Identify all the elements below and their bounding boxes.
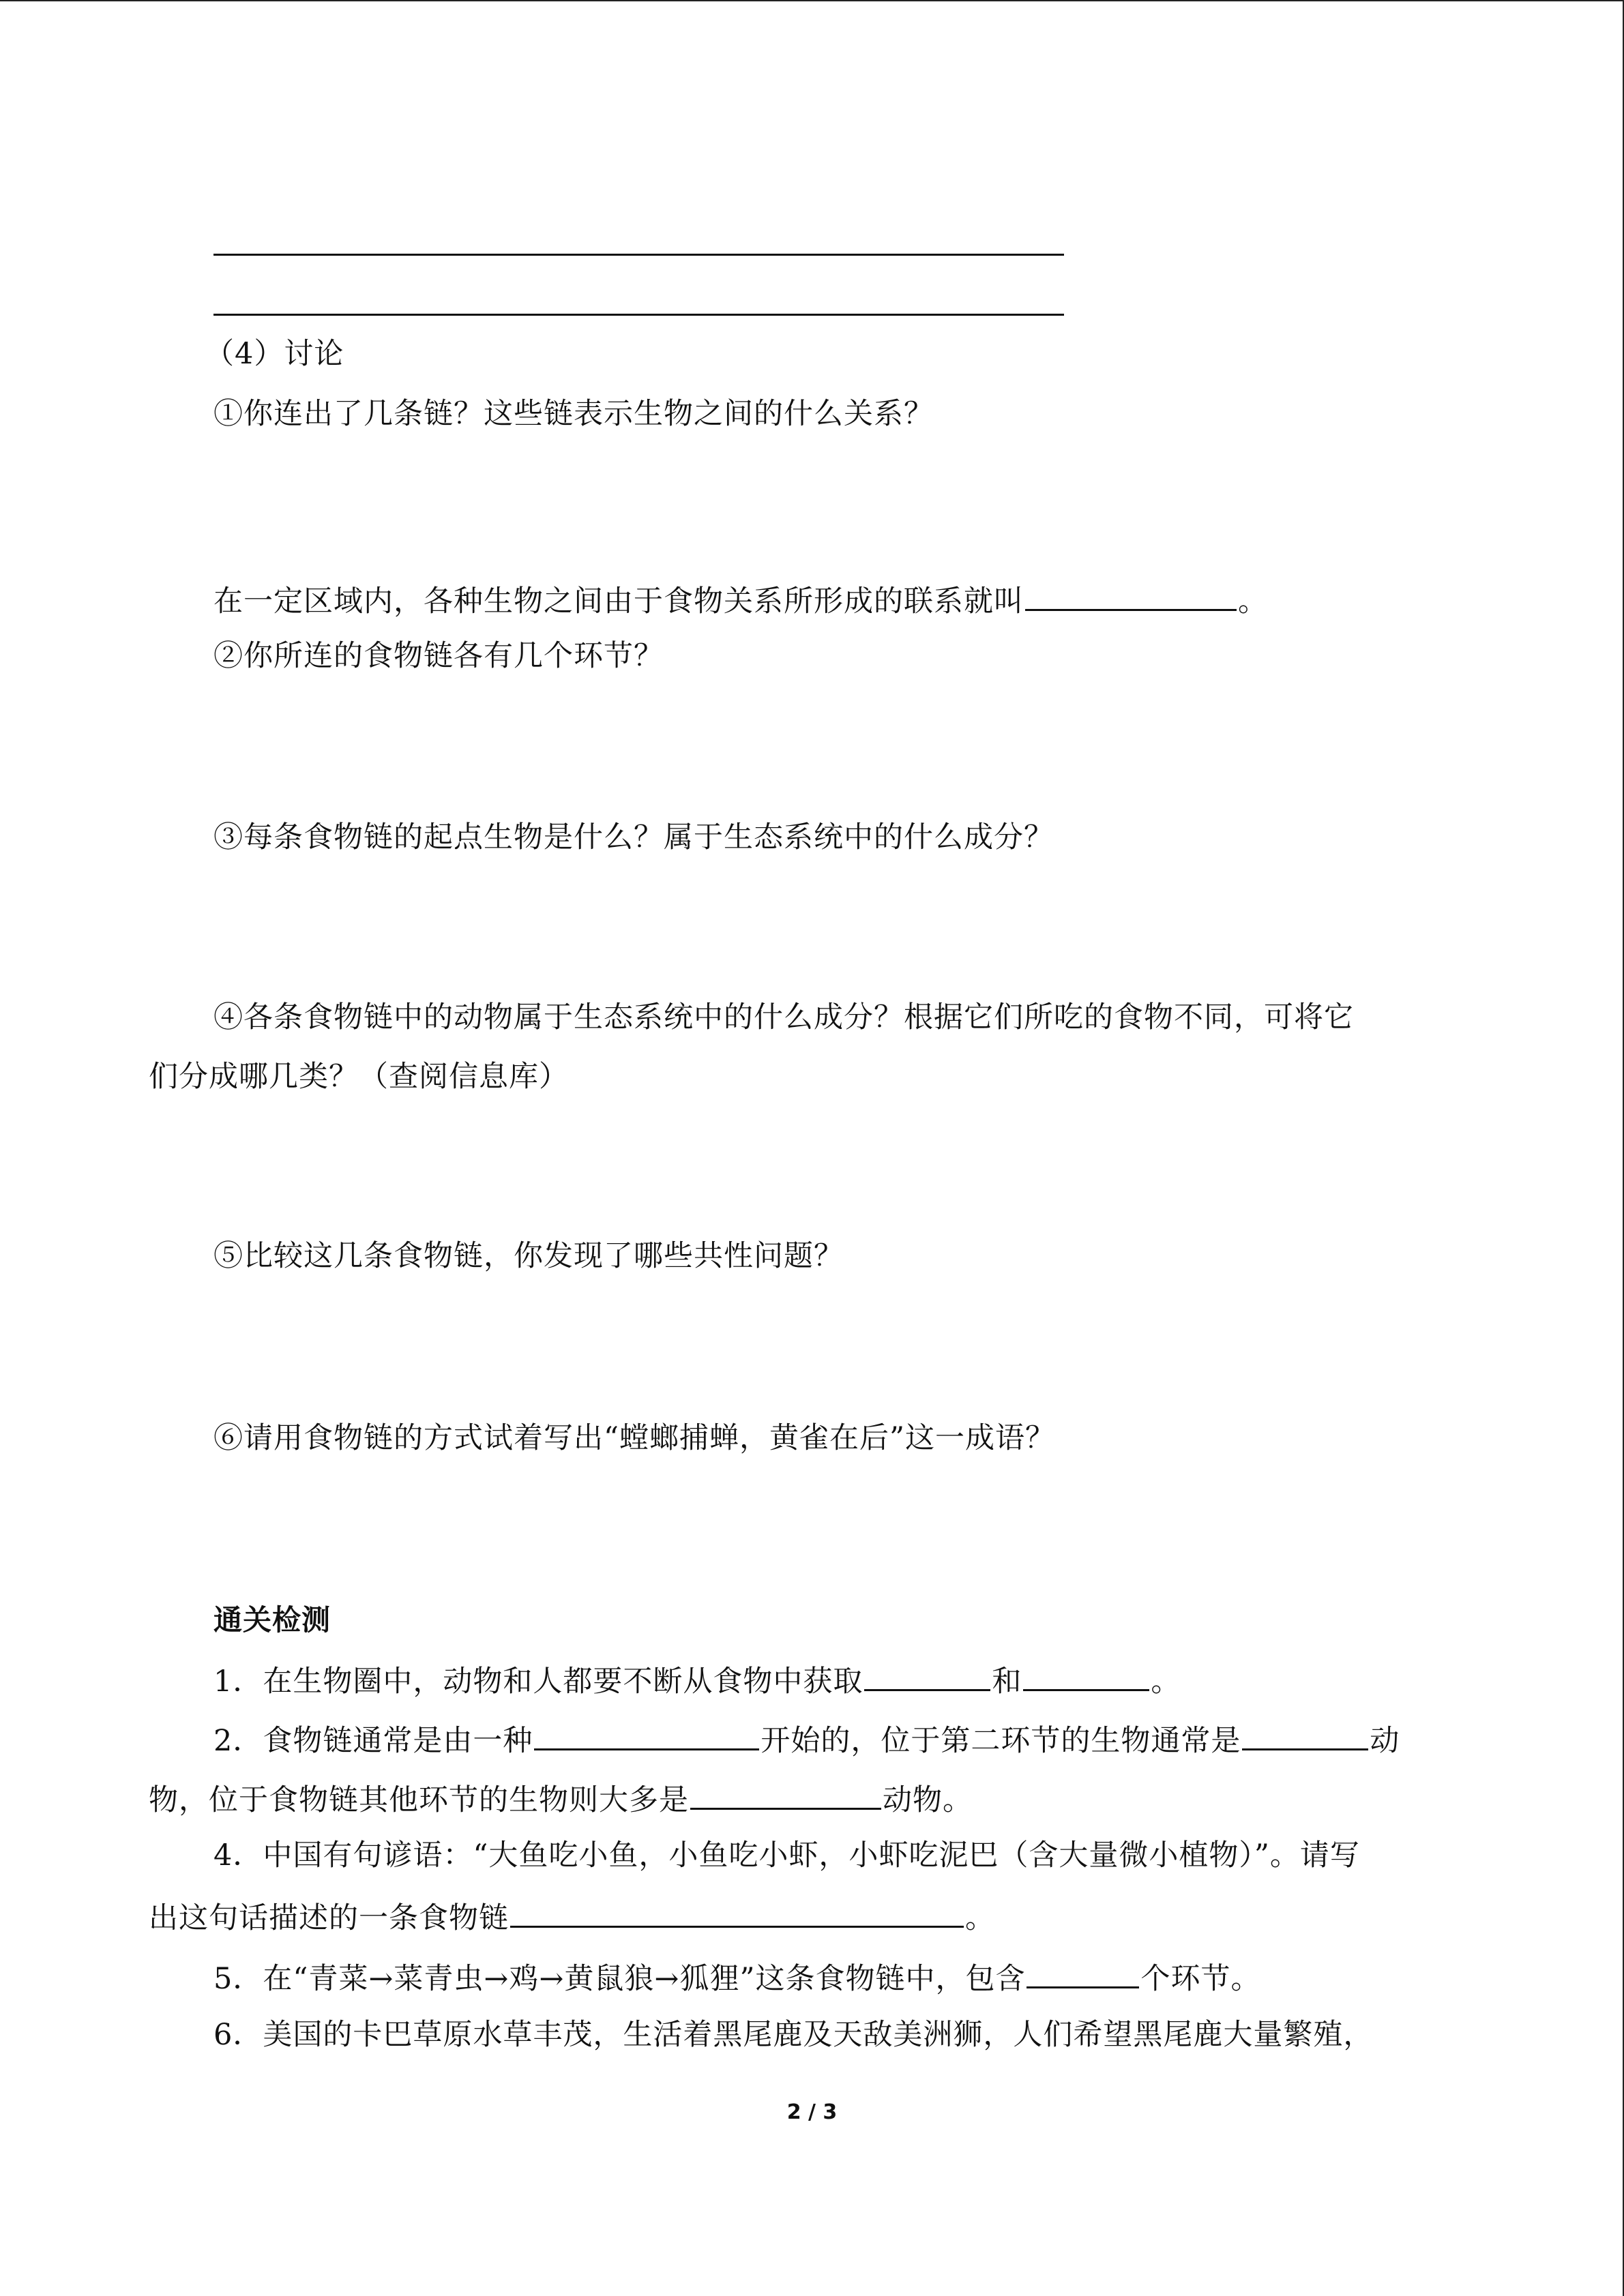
page-top-border (0, 0, 1624, 1)
question-5: ⑤比较这几条食物链，你发现了哪些共性问题？ (213, 1239, 844, 1273)
test-item-5 (213, 1955, 1260, 1999)
item-4-end: 。 (965, 1901, 995, 1935)
discussion-heading: （4）讨论 (205, 337, 344, 371)
question-6: ⑥请用食物链的方式试着写出“螳螂捕蝉，黄雀在后”这一成语？ (213, 1421, 1055, 1455)
item-1-text: 1．在生物圈中，动物和人都要不断从食物中获取 (213, 1665, 863, 1699)
item-2-blank-3[interactable] (690, 1776, 881, 1810)
definition-sentence (213, 578, 1268, 621)
question-2: ②你所连的食物链各有几个环节？ (213, 639, 664, 673)
item-4-blank[interactable] (510, 1894, 964, 1928)
item-4-text: 出这句话描述的一条食物链 (149, 1901, 509, 1935)
test-item-1 (213, 1658, 1181, 1701)
item-2-text-a: 2．食物链通常是由一种 (213, 1724, 533, 1758)
test-heading: 通关检测 (213, 1603, 331, 1637)
item-1-and: 和 (992, 1665, 1022, 1699)
question-1: ①你连出了几条链？这些链表示生物之间的什么关系？ (213, 397, 934, 431)
item-1-blank-2[interactable] (1023, 1658, 1149, 1691)
question-4-line-2: 们分成哪几类？（查阅信息库） (149, 1060, 569, 1094)
item-1-blank-1[interactable] (864, 1658, 990, 1691)
item-2-blank-1[interactable] (534, 1717, 759, 1750)
item-2-text-c: 动 (1370, 1724, 1400, 1758)
test-item-4-line-2 (149, 1894, 995, 1938)
definition-blank[interactable] (1025, 578, 1237, 611)
item-1-end: 。 (1151, 1665, 1181, 1699)
item-5-text: 5．在“青菜→菜青虫→鸡→黄鼠狼→狐狸”这条食物链中，包含 (213, 1962, 1026, 1996)
question-3: ③每条食物链的起点生物是什么？属于生态系统中的什么成分？ (213, 820, 1054, 854)
test-item-6: 6．美国的卡巴草原水草丰茂，生活着黑尾鹿及天敌美洲狮，人们希望黑尾鹿大量繁殖， (213, 2018, 1374, 2052)
definition-text: 在一定区域内，各种生物之间由于食物关系所形成的联系就叫 (213, 584, 1024, 618)
item-2-blank-2[interactable] (1242, 1717, 1368, 1750)
page-number: 2 / 3 (786, 2100, 838, 2124)
item-2-text-d: 物，位于食物链其他环节的生物则大多是 (149, 1783, 689, 1817)
test-item-2-line-1 (213, 1717, 1400, 1761)
definition-end: 。 (1238, 584, 1268, 618)
answer-line-1[interactable] (213, 254, 1064, 256)
item-5-blank[interactable] (1027, 1955, 1139, 1988)
answer-line-2[interactable] (213, 314, 1064, 316)
item-5-end: 个环节。 (1140, 1962, 1261, 1996)
item-2-text-e: 动物。 (883, 1783, 973, 1817)
test-item-2-line-2 (149, 1776, 973, 1820)
item-2-text-b: 开始的，位于第二环节的生物通常是 (761, 1724, 1241, 1758)
question-4-line-1: ④各条食物链中的动物属于生态系统中的什么成分？根据它们所吃的食物不同，可将它 (213, 1000, 1354, 1034)
test-item-4-line-1: 4．中国有句谚语：“大鱼吃小鱼，小鱼吃小虾，小虾吃泥巴（含大量微小植物）”。请写 (213, 1838, 1360, 1873)
